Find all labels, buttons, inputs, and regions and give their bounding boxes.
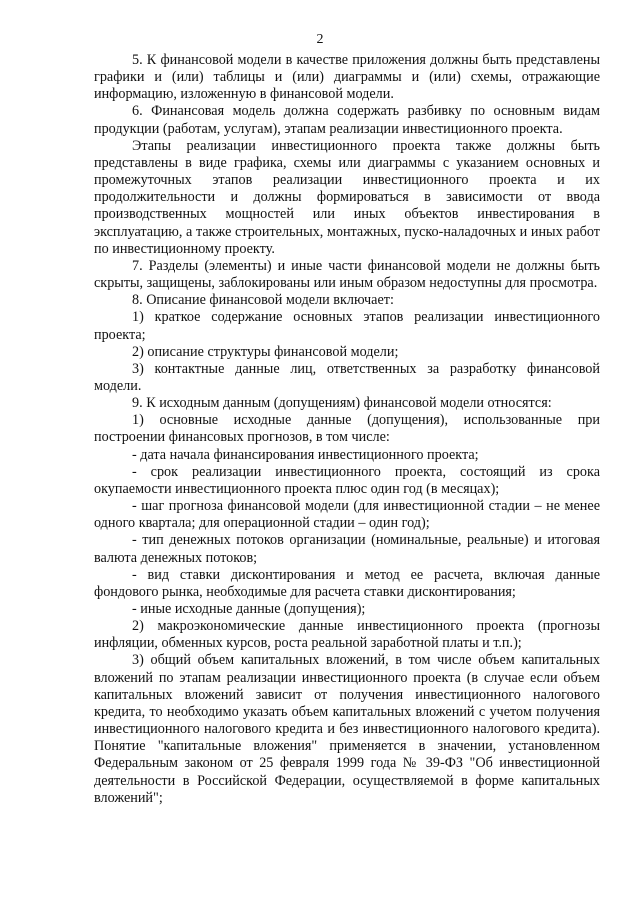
- paragraph-9-item-1: 1) основные исходные данные (допущения), использованные при построении финансовых прогнозов, в том числе:: [94, 412, 600, 446]
- paragraph-9-item-2: 2) макроэкономические данные инвестиционного проекта (прогнозы инфляции, обменных курсов, роста реальной заработной платы и т.п.);: [94, 618, 600, 652]
- paragraph-8-item-1: 1) краткое содержание основных этапов реализации инвестиционного проекта;: [94, 309, 600, 343]
- paragraph-9: 9. К исходным данным (допущениям) финансовой модели относятся:: [132, 395, 552, 412]
- page-number: 2: [316, 32, 324, 47]
- list-item-term: - срок реализации инвестиционного проекта, состоящий из срока окупаемости инвестиционного проекта плюс один год (в месяцах);: [94, 463, 600, 497]
- list-item-cashflow-type: - тип денежных потоков организации (номинальные, реальные) и итоговая валюта денежных потоков;: [94, 532, 600, 566]
- paragraph-8-item-2: 2) описание структуры финансовой модели;: [132, 343, 399, 360]
- paragraph-6: 6. Финансовая модель должна содержать разбивку по основным видам продукции (работам, услугам), этапам реализации инвестиционного проекта.: [94, 103, 600, 137]
- paragraph-8-item-3: 3) контактные данные лиц, ответственных за разработку финансовой модели.: [94, 360, 600, 394]
- list-item-start-date: - дата начала финансирования инвестиционного проекта;: [132, 446, 479, 463]
- paragraph-9-item-3: 3) общий объем капитальных вложений, в том числе объем капитальных вложений по этапам реализации инвестиционного проекта (в случае если объем капитальных вложений зависит от получения инвестиционного налогового кредита, то необходимо указать объем капитальных вложений с учетом получения инвестиционного налогового кредита и без инвестиционного налогового кредита). Понятие "капитальные вложения" применяется в значении, установленном Федеральным законом от 25 февраля 1999 года № 39-ФЗ "Об инвестиционной деятельности в Российской Федерации, осуществляемой в форме капитальных вложений";: [94, 652, 600, 806]
- list-item-forecast-step: - шаг прогноза финансовой модели (для инвестиционной стадии – не менее одного квартала; для операционной стадии – один год);: [94, 498, 600, 532]
- list-item-discount-rate: - вид ставки дисконтирования и метод ее расчета, включая данные фондового рынка, необходимые для расчета ставки дисконтирования;: [94, 566, 600, 600]
- paragraph-5: 5. К финансовой модели в качестве приложения должны быть представлены графики и (или) таблицы и (или) диаграммы и (или) схемы, отражающие информацию, изложенную в финансовой модели.: [94, 52, 600, 103]
- paragraph-7: 7. Разделы (элементы) и иные части финансовой модели не должны быть скрыты, защищены, заблокированы или иным образом недоступны для просмотра.: [94, 257, 600, 292]
- document-body: [94, 52, 600, 807]
- list-item-other-data: - иные исходные данные (допущения);: [132, 601, 366, 617]
- paragraph-stages: Этапы реализации инвестиционного проекта также должны быть представлены в виде графика, схемы или диаграммы с указанием основных и промежуточных этапов реализации инвестиционного проекта и их продолжительности и должны формироваться в зависимости от ввода производственных мощностей или иных объектов инвестирования в эксплуатацию, а также строительных, монтажных, пуско-наладочных и иных работ по инвестиционному проекту.: [94, 137, 600, 257]
- paragraph-8: 8. Описание финансовой модели включает:: [132, 292, 394, 309]
